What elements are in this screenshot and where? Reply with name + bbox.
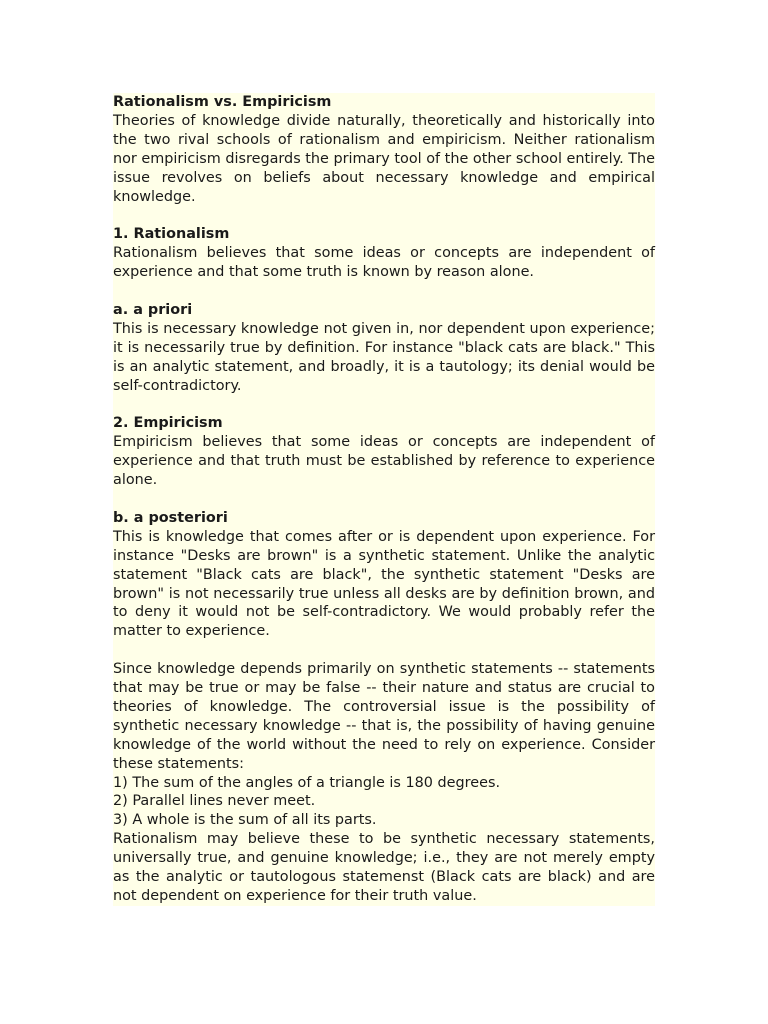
closing-paragraph: Rationalism may believe these to be synthetic necessary statements, universally true, and genuine knowledge; i.e., they are not merely empty as the analytic or tautologous statemenst (Black cats are black) and are not dependent on experience for their truth value. xyxy=(113,831,655,904)
section-heading-rationalism: 1. Rationalism xyxy=(113,226,230,243)
document-title: Rationalism vs. Empiricism xyxy=(113,94,332,110)
spacer xyxy=(113,282,655,301)
closing-intro-paragraph: Since knowledge depends primarily on synthetic statements -- statements that may be true or may be false -- their nature and status are crucial to theories of knowledge. The controversial issue is the possibility of synthetic necessary knowledge -- that is, the possibility of having genuine knowledge of the world without the need to rely on experience. Consider these statements: xyxy=(113,661,655,772)
section-heading-a-priori: a. a priori xyxy=(113,301,193,318)
article-body xyxy=(113,93,655,906)
section-body-rationalism: Rationalism believes that some ideas or concepts are independent of experience and that some truth is known by reason alone. xyxy=(113,245,655,281)
statement-item: 3) A whole is the sum of all its parts. xyxy=(113,812,377,829)
statement-item: 2) Parallel lines never meet. xyxy=(113,793,316,810)
spacer xyxy=(113,490,655,509)
spacer xyxy=(113,641,655,660)
spacer xyxy=(113,395,655,414)
section-heading-a-posteriori: b. a posteriori xyxy=(113,509,228,526)
section-body-a-posteriori: This is knowledge that comes after or is dependent upon experience. For instance "Desks are brown" is a synthetic statement. Unlike the analytic statement "Black cats are black", the synthetic statement "Desks are brown" is not necessarily true unless all desks are by definition brown, and to deny it would not be self-contradictory. We would probably refer the matter to experience. xyxy=(113,528,655,640)
section-heading-empiricism: 2. Empiricism xyxy=(113,415,223,432)
spacer xyxy=(113,206,655,225)
section-body-empiricism: Empiricism believes that some ideas or concepts are independent of experience and that truth must be established by reference to experience alone. xyxy=(113,434,655,489)
statement-item: 1) The sum of the angles of a triangle is 180 degrees. xyxy=(113,774,501,791)
section-body-a-priori: This is necessary knowledge not given in, nor dependent upon experience; it is necessarily true by definition. For instance "black cats are black." This is an analytic statement, and broadly, it is a tautology; its denial would be self-contradictory. xyxy=(113,320,655,394)
intro-paragraph: Theories of knowledge divide naturally, theoretically and historically into the two rival schools of rationalism and empiricism. Neither rationalism nor empiricism disregards the primary tool of the other school entirely. The issue revolves on beliefs about necessary knowledge and empirical knowledge. xyxy=(113,112,655,205)
